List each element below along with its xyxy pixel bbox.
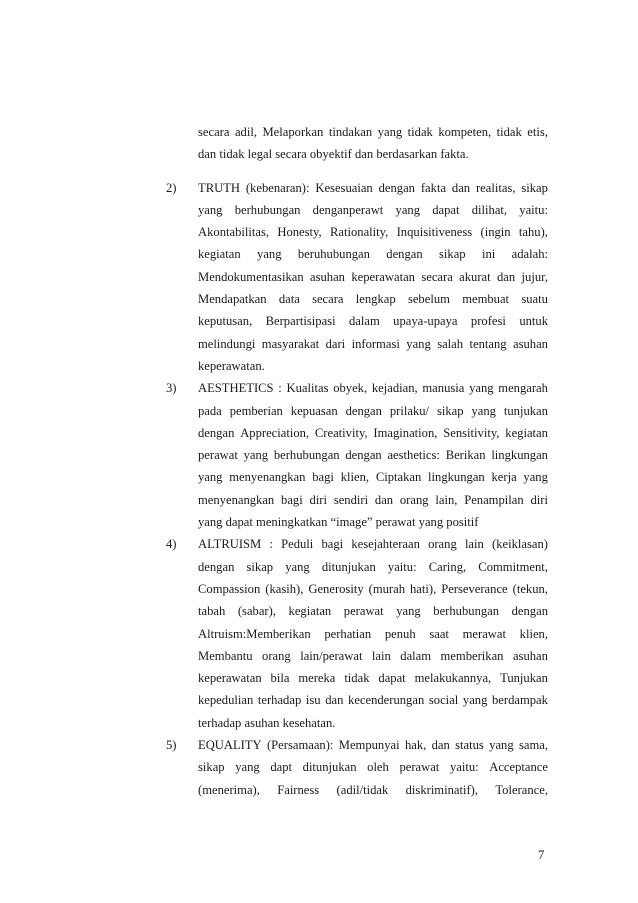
list-item-altruism <box>166 533 548 734</box>
text-line: keperawatan bila mereka tidak dapat melakukannya, Tunjukan <box>198 671 548 686</box>
text-line: perawat yang berhubungan dengan aesthetics: Berikan lingkungan <box>198 448 548 463</box>
text-line: Membantu orang lain/perawat lain dalam memberikan asuhan <box>198 648 548 663</box>
paragraph-gap <box>166 166 548 177</box>
text-line: Akontabilitas, Honesty, Rationality, Inquisitiveness (ingin tahu), <box>198 225 548 240</box>
text-line: Altruism:Memberikan perhatian penuh saat merawat klien, <box>198 626 548 641</box>
list-number: 5) <box>166 738 177 753</box>
text-line: ALTRUISM : Peduli bagi kesejahteraan orang lain (keiklasan) <box>198 537 548 552</box>
text-line: AESTHETICS : Kualitas obyek, kejadian, manusia yang mengarah <box>198 381 548 396</box>
text-line: (menerima), Fairness (adil/tidak diskriminatif), Tolerance, <box>198 782 548 797</box>
text-line: yang dapat meningkatkan “image” perawat yang positif <box>198 515 479 530</box>
text-line: secara adil, Melaporkan tindakan yang tidak kompeten, tidak etis, <box>198 125 548 139</box>
list-number: 3) <box>166 381 177 396</box>
list-item-truth <box>166 177 548 378</box>
text-line: Mendapatkan data secara lengkap sebelum membuat suatu <box>198 292 548 307</box>
text-line: sikap yang dapt ditunjukan oleh perawat yaitu: Acceptance <box>198 760 548 775</box>
text-line: EQUALITY (Persamaan): Mempunyai hak, dan status yang sama, <box>198 738 548 753</box>
list-number: 4) <box>166 537 177 552</box>
text-line: dengan Appreciation, Creativity, Imagination, Sensitivity, kegiatan <box>198 425 548 440</box>
text-line: kepedulian terhadap isu dan kecenderungan social yang berdampak <box>198 693 548 708</box>
document-body <box>166 121 548 801</box>
text-line: TRUTH (kebenaran): Kesesuaian dengan fakta dan realitas, sikap <box>198 180 548 195</box>
text-line: melindungi masyarakat dari informasi yang salah tentang asuhan <box>198 336 548 351</box>
text-line: terhadap asuhan kesehatan. <box>198 715 336 730</box>
list-item-aesthetics <box>166 377 548 533</box>
text-line: keperawatan. <box>198 358 265 373</box>
text-line: yang menyenangkan bagi klien, Ciptakan lingkungan kerja yang <box>198 470 548 485</box>
text-line: dan tidak legal secara obyektif dan berdasarkan fakta. <box>198 147 469 162</box>
text-line: Compassion (kasih), Generosity (murah hati), Perseverance (tekun, <box>198 581 548 596</box>
text-line: dengan sikap yang ditunjukan yaitu: Caring, Commitment, <box>198 559 548 574</box>
text-line: yang berhubungan denganperawt yang dapat dilihat, yaitu: <box>198 202 548 217</box>
list-item-equality <box>166 734 548 801</box>
text-line: menyenangkan bagi diri sendiri dan orang lain, Penampilan diri <box>198 492 548 507</box>
text-line: Mendokumentasikan asuhan keperawatan secara akurat dan jujur, <box>198 269 548 284</box>
page-number: 7 <box>538 848 545 862</box>
text-line: kegiatan yang beruhubungan dengan sikap ini adalah: <box>198 247 548 262</box>
text-line: tabah (sabar), kegiatan perawat yang berhubungan dengan <box>198 604 548 619</box>
list-number: 2) <box>166 180 177 195</box>
intro-paragraph <box>166 121 548 166</box>
text-line: pada pemberian kepuasan dengan prilaku/ sikap yang tunjukan <box>198 403 548 418</box>
text-line: keputusan, Berpartisipasi dalam upaya-upaya profesi untuk <box>198 314 548 329</box>
